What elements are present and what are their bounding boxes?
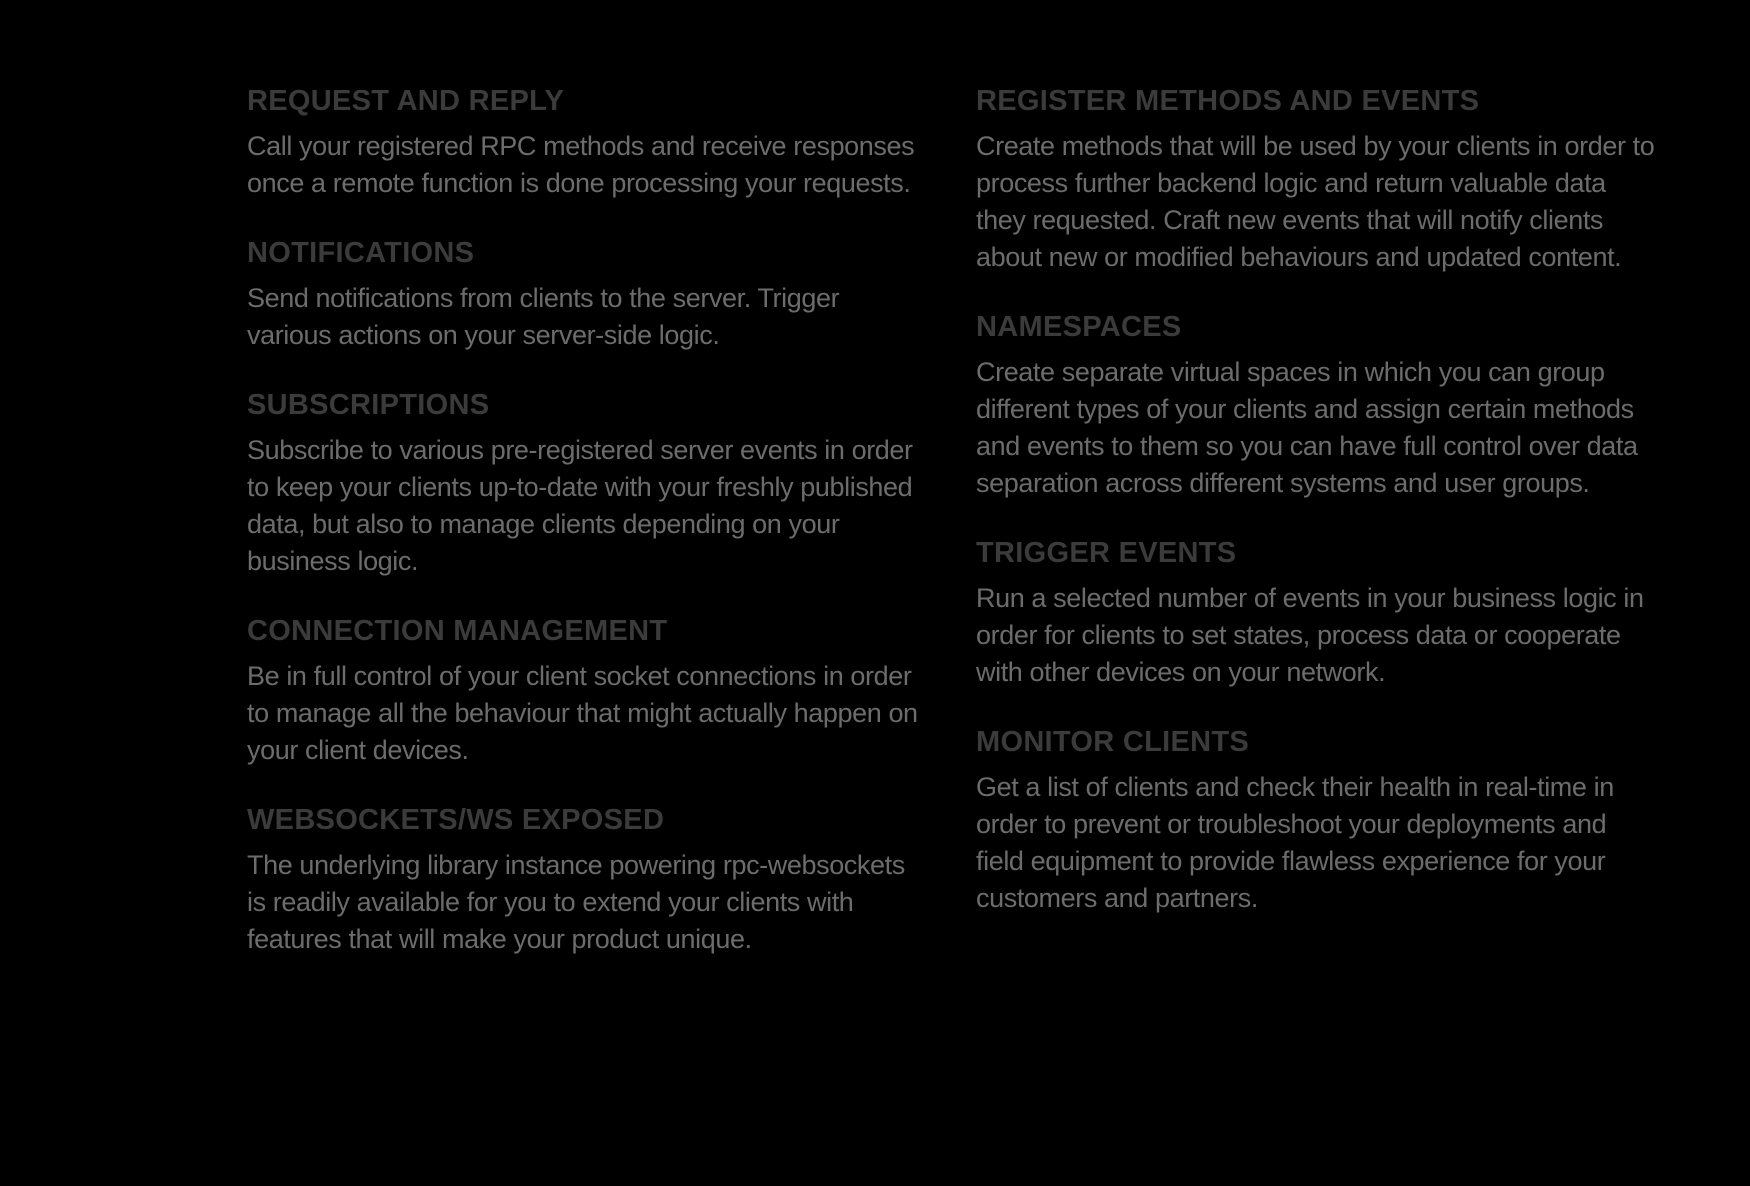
feature-register-methods-and-events — [976, 83, 1656, 276]
feature-title: NAMESPACES — [976, 311, 1182, 343]
features-column-left — [247, 83, 927, 991]
feature-title: REGISTER METHODS AND EVENTS — [976, 85, 1480, 117]
feature-description: Be in full control of your client socket connections in order to manage all the behaviour that might actually happen on your client devices. — [247, 661, 918, 765]
feature-namespaces — [976, 309, 1656, 502]
feature-monitor-clients — [976, 724, 1656, 917]
feature-title: REQUEST AND REPLY — [247, 85, 565, 117]
feature-description: Send notifications from clients to the server. Trigger various actions on your server-side logic. — [247, 283, 840, 350]
feature-title: TRIGGER EVENTS — [976, 537, 1237, 569]
feature-websockets-ws-exposed — [247, 802, 927, 958]
feature-title: MONITOR CLIENTS — [976, 726, 1250, 758]
feature-description: Call your registered RPC methods and receive responses once a remote function is done processing your requests. — [247, 131, 915, 198]
feature-description: Subscribe to various pre-registered server events in order to keep your clients up-to-date with your freshly published data, but also to manage clients depending on your business logic. — [247, 435, 913, 576]
features-column-right — [976, 83, 1656, 991]
feature-title: CONNECTION MANAGEMENT — [247, 615, 668, 647]
feature-description: Create methods that will be used by your clients in order to process further backend logic and return valuable data they requested. Craft new events that will notify clients about new or modified behaviours and updated content. — [976, 131, 1655, 272]
feature-trigger-events — [976, 535, 1656, 691]
feature-title: WEBSOCKETS/WS EXPOSED — [247, 804, 665, 836]
feature-description: Create separate virtual spaces in which you can group different types of your clients and assign certain methods and events to them so you can have full control over data separation across different systems and user groups. — [976, 357, 1638, 498]
feature-description: Get a list of clients and check their health in real-time in order to prevent or troubleshoot your deployments and field equipment to provide flawless experience for your customers and partners. — [976, 772, 1614, 913]
feature-connection-management — [247, 613, 927, 769]
feature-title: SUBSCRIPTIONS — [247, 389, 490, 421]
feature-request-and-reply — [247, 83, 927, 202]
feature-subscriptions — [247, 387, 927, 580]
feature-notifications — [247, 235, 927, 354]
feature-description: The underlying library instance powering rpc-websockets is readily available for you to extend your clients with features that will make your product unique. — [247, 850, 905, 954]
feature-description: Run a selected number of events in your business logic in order for clients to set states, process data or cooperate with other devices on your network. — [976, 583, 1644, 687]
feature-title: NOTIFICATIONS — [247, 237, 475, 269]
